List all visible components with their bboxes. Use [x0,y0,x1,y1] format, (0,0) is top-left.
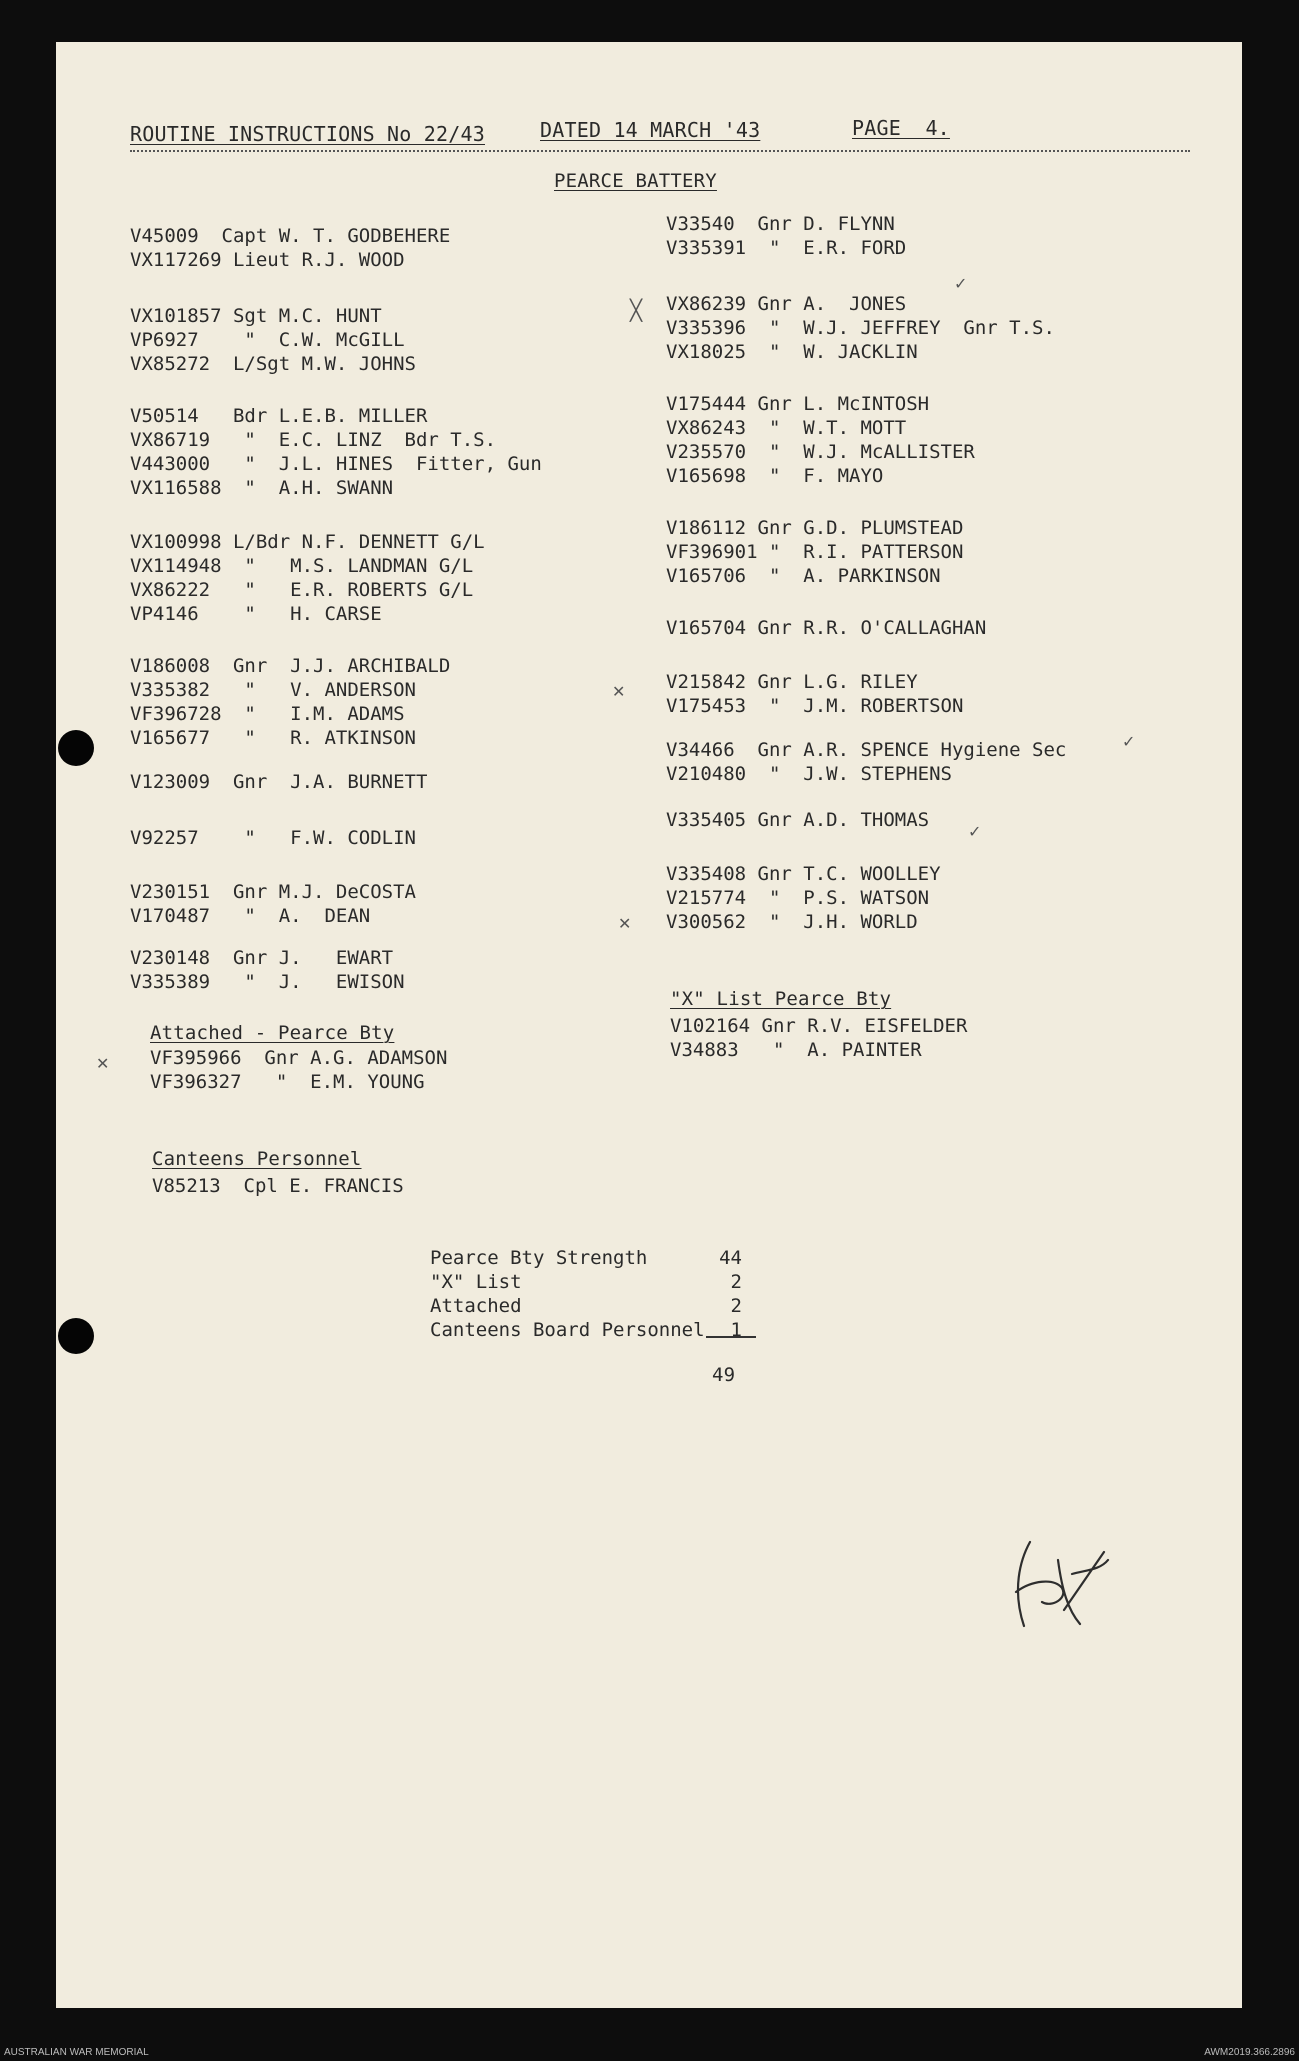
pencil-cross-mark: ✕ [618,914,632,933]
strength-label: Canteens Board Personnel [430,1319,705,1341]
personnel-entry: V335405 Gnr A.D. THOMAS [666,809,930,831]
battery-title: PEARCE BATTERY [554,170,717,192]
personnel-entry: V45009 Capt W. T. GODBEHERE [130,225,451,247]
personnel-entry: V335382 " V. ANDERSON [130,679,416,701]
pencil-cross-mark: ✕ [96,1054,110,1073]
personnel-entry: VX85272 L/Sgt M.W. JOHNS [130,353,416,375]
personnel-entry: VX86719 " E.C. LINZ Bdr T.S. [130,429,497,451]
personnel-entry: VX86239 Gnr A. JONES [666,293,907,315]
personnel-entry: V165706 " A. PARKINSON [666,565,941,587]
document-page [56,42,1242,2008]
personnel-entry: V210480 " J.W. STEPHENS [666,763,952,785]
strength-value: 2 [730,1295,742,1317]
personnel-entry: V170487 " A. DEAN [130,905,371,927]
strength-value: 44 [719,1247,742,1269]
personnel-entry: VF396327 " E.M. YOUNG [150,1071,425,1093]
pencil-tick-mark: ✓ [1122,732,1136,751]
personnel-entry: V165677 " R. ATKINSON [130,727,416,749]
personnel-entry: V175453 " J.M. ROBERTSON [666,695,964,717]
personnel-entry: V85213 Cpl E. FRANCIS [152,1175,404,1197]
strength-label: Pearce Bty Strength [430,1247,648,1269]
footer-institution: AUSTRALIAN WAR MEMORIAL [4,2047,149,2058]
personnel-entry: V230148 Gnr J. EWART [130,947,394,969]
personnel-entry: VP6927 " C.W. McGILL [130,329,405,351]
personnel-entry: VX116588 " A.H. SWANN [130,477,394,499]
strength-total-underline [706,1336,756,1338]
personnel-entry: V335396 " W.J. JEFFREY Gnr T.S. [666,317,1055,339]
personnel-entry: VP4146 " H. CARSE [130,603,382,625]
signature-initials [1002,1530,1112,1640]
personnel-entry: V335389 " J. EWISON [130,971,405,993]
personnel-entry: V175444 Gnr L. McINTOSH [666,393,930,415]
routine-instructions-heading: ROUTINE INSTRUCTIONS No 22/43 [130,122,485,146]
personnel-entry: V123009 Gnr J.A. BURNETT [130,771,428,793]
personnel-entry: V34883 " A. PAINTER [670,1039,922,1061]
personnel-entry: V215774 " P.S. WATSON [666,887,930,909]
page-number: 49 [712,1364,736,1386]
personnel-entry: V33540 Gnr D. FLYNN [666,213,895,235]
punch-hole-upper [58,730,94,766]
personnel-entry: V50514 Bdr L.E.B. MILLER [130,405,428,427]
personnel-entry: VX117269 Lieut R.J. WOOD [130,249,405,271]
page-heading: PAGE 4. [852,116,950,140]
header-underline [130,150,1190,152]
personnel-entry: V186008 Gnr J.J. ARCHIBALD [130,655,451,677]
personnel-entry: VF395966 Gnr A.G. ADAMSON [150,1047,448,1069]
dated-heading: DATED 14 MARCH '43 [540,118,761,142]
personnel-entry: VX101857 Sgt M.C. HUNT [130,305,382,327]
strength-label: "X" List [430,1271,522,1293]
personnel-entry: VX100998 L/Bdr N.F. DENNETT G/L [130,531,485,553]
personnel-entry: VF396901 " R.I. PATTERSON [666,541,964,563]
personnel-entry: V165698 " F. MAYO [666,465,884,487]
strength-label: Attached [430,1295,522,1317]
personnel-entry: V230151 Gnr M.J. DeCOSTA [130,881,416,903]
personnel-entry: V335391 " E.R. FORD [666,237,907,259]
personnel-entry: VX114948 " M.S. LANDMAN G/L [130,555,474,577]
personnel-entry: V34466 Gnr A.R. SPENCE Hygiene Sec [666,739,1067,761]
pencil-tick-mark: ✓ [968,822,982,841]
personnel-entry: V186112 Gnr G.D. PLUMSTEAD [666,517,964,539]
personnel-entry: V92257 " F.W. CODLIN [130,827,416,849]
personnel-entry: VX86243 " W.T. MOTT [666,417,907,439]
personnel-entry: VX18025 " W. JACKLIN [666,341,918,363]
canteens-heading: Canteens Personnel [152,1148,362,1170]
strength-value: 2 [730,1271,742,1293]
attached-heading: Attached - Pearce Bty [150,1022,395,1044]
pencil-cross-mark: ✕ [612,682,626,701]
pencil-cross-mark: ╳ [630,298,643,322]
personnel-entry: VF396728 " I.M. ADAMS [130,703,405,725]
strength-value: 1 [730,1319,742,1341]
personnel-entry: V215842 Gnr L.G. RILEY [666,671,918,693]
personnel-entry: V102164 Gnr R.V. EISFELDER [670,1015,968,1037]
personnel-entry: V335408 Gnr T.C. WOOLLEY [666,863,941,885]
punch-hole-lower [58,1318,94,1354]
footer-accession-number: AWM2019.366.2896 [1204,2047,1295,2058]
personnel-entry: V443000 " J.L. HINES Fitter, Gun [130,453,542,475]
x-list-heading: "X" List Pearce Bty [670,988,892,1010]
personnel-entry: V165704 Gnr R.R. O'CALLAGHAN [666,617,987,639]
personnel-entry: V300562 " J.H. WORLD [666,911,918,933]
personnel-entry: V235570 " W.J. McALLISTER [666,441,975,463]
pencil-tick-mark: ✓ [954,274,968,293]
personnel-entry: VX86222 " E.R. ROBERTS G/L [130,579,474,601]
